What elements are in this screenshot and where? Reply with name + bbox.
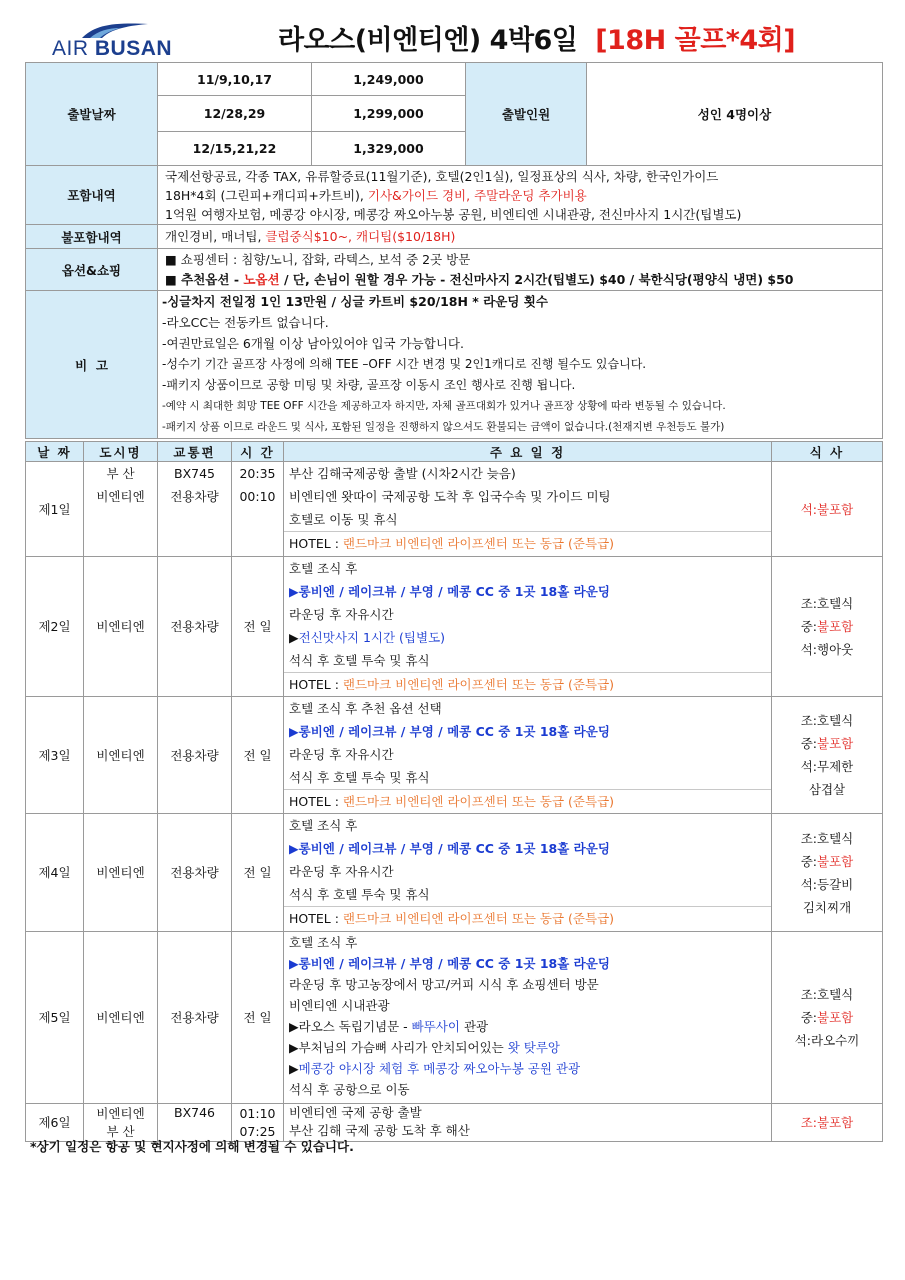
page-title: 라오스(비엔티엔) 4박6일 [18H 골프*4회] [278, 25, 796, 56]
transport: BX746 [158, 1104, 232, 1142]
itinerary: 비엔티엔 국제 공항 출발 부산 김해 국제 공항 도착 후 해산 [284, 1104, 772, 1142]
price-1: 1,249,000 [312, 63, 466, 96]
departure-label: 출발날짜 [26, 63, 158, 166]
hotel-line: HOTEL : 랜드마크 비엔티엔 라이프센터 또는 동급 (준특급) [284, 906, 771, 930]
transport: 전용차량 [158, 814, 232, 932]
day-label: 제1일 [26, 462, 84, 557]
schedule-table [25, 441, 883, 1142]
col-meal: 식 사 [772, 442, 883, 462]
hotel-line: HOTEL : 랜드마크 비엔티엔 라이프센터 또는 동급 (준특급) [284, 531, 771, 555]
includes-label: 포함내역 [26, 166, 158, 225]
date-2: 12/28,29 [158, 96, 312, 132]
time: 01:10 07:25 [232, 1104, 284, 1142]
includes-text: 국제선항공료, 각종 TAX, 유류할증료(11월기준), 호텔(2인1실), 일정표상의 식사, 차량, 한국인가이드 18H*4회 (그린피+캐디피+카트비), 기사&가이드 경비, 주말라운딩 추가비용 1억원 여행자보험, 메콩강 야시장, 메콩강 짜오아누봉 공원, 비엔티엔 시내관광, 전신마사지 1시간(팁별도) [158, 166, 883, 225]
col-city: 도시명 [84, 442, 158, 462]
day-label: 제4일 [26, 814, 84, 932]
col-transport: 교통편 [158, 442, 232, 462]
meal: 조:호텔식 중:불포함 석:등갈비 김치찌개 [772, 814, 883, 932]
itinerary: 호텔 조식 후 ▶롱비엔 / 레이크뷰 / 부영 / 메콩 CC 중 1곳 18홀 라운딩 라운딩 후 자유시간 ▶전신맛사지 1시간 (팁별도) 석식 후 호텔 투숙 및 휴식 HOTEL : 랜드마크 비엔티엔 라이프센터 또는 동급 (준특급) [284, 557, 772, 697]
date-3: 12/15,21,22 [158, 132, 312, 166]
city: 비엔티엔 [84, 814, 158, 932]
meal: 조:호텔식 중:불포함 석:행아웃 [772, 557, 883, 697]
pax-value: 성인 4명이상 [587, 63, 883, 166]
remarks-label: 비 고 [26, 291, 158, 439]
info-table [25, 62, 883, 439]
itinerary: 부산 김해국제공항 출발 (시차2시간 늦음) 비엔티엔 왓따이 국제공항 도착 후 입국수속 및 가이드 미팅 호텔로 이동 및 휴식 HOTEL : 랜드마크 비엔티엔 라이프센터 또는 동급 (준특급) [284, 462, 772, 557]
table-row [26, 557, 883, 697]
title-highlight: [18H 골프*4회] [595, 25, 796, 56]
air-busan-logo [52, 22, 187, 62]
city: 비엔티엔 [84, 697, 158, 814]
time: 전 일 [232, 697, 284, 814]
excludes-label: 불포함내역 [26, 225, 158, 249]
city: 비엔티엔 [84, 557, 158, 697]
page-header [0, 0, 905, 62]
transport: 전용차량 [158, 697, 232, 814]
footnote: *상기 일정은 항공 및 현지사정에 의해 변경될 수 있습니다. [30, 1139, 354, 1154]
date-1: 11/9,10,17 [158, 63, 312, 96]
extra-cost-note: 기사&가이드 경비, 주말라운딩 추가비용 [367, 187, 587, 203]
price-3: 1,329,000 [312, 132, 466, 166]
hotel-line: HOTEL : 랜드마크 비엔티엔 라이프센터 또는 동급 (준특급) [284, 789, 771, 813]
day-label: 제3일 [26, 697, 84, 814]
meal: 석:불포함 [772, 462, 883, 557]
table-row [26, 697, 883, 814]
table-row [26, 462, 883, 557]
itinerary: 호텔 조식 후 추천 옵션 선택 ▶롱비엔 / 레이크뷰 / 부영 / 메콩 CC 중 1곳 18홀 라운딩 라운딩 후 자유시간 석식 후 호텔 투숙 및 휴식 HOTEL : 랜드마크 비엔티엔 라이프센터 또는 동급 (준특급) [284, 697, 772, 814]
transport: 전용차량 [158, 932, 232, 1104]
hotel-line: HOTEL : 랜드마크 비엔티엔 라이프센터 또는 동급 (준특급) [284, 672, 771, 696]
transport: 전용차량 [158, 557, 232, 697]
logo-text: AIR BUSAN [52, 37, 173, 60]
day-label: 제6일 [26, 1104, 84, 1142]
city: 비엔티엔 [84, 932, 158, 1104]
options-label: 옵션&쇼핑 [26, 249, 158, 291]
day-label: 제2일 [26, 557, 84, 697]
city: 부 산 비엔티엔 [84, 462, 158, 557]
time: 전 일 [232, 557, 284, 697]
transport: BX745 전용차량 [158, 462, 232, 557]
col-day: 날 짜 [26, 442, 84, 462]
options-text: ■ 쇼핑센터 : 침향/노니, 잡화, 라텍스, 보석 중 2곳 방문 ■ 추천옵션 - 노옵션 / 단, 손님이 원할 경우 가능 - 전신마사지 2시간(팁별도) $40 / 북한식당(평양식 냉면) $50 [158, 249, 883, 291]
meal: 조:호텔식 중:불포함 석:라오수끼 [772, 932, 883, 1104]
meal: 조:호텔식 중:불포함 석:무제한 삼겹살 [772, 697, 883, 814]
meal: 조:불포함 [772, 1104, 883, 1142]
day-label: 제5일 [26, 932, 84, 1104]
table-row [26, 814, 883, 932]
remarks-text: -싱글차지 전일정 1인 13만원 / 싱글 카트비 $20/18H * 라운딩 횟수 -라오CC는 전동카트 없습니다. -여권만료일은 6개월 이상 남아있어야 입국 가능합니다. -성수기 기간 골프장 사정에 의해 TEE –OFF 시간 변경 및 2인1캐디로 진행 될수도 있습니다. -패키지 상품이므로 공항 미팅 및 차량, 골프장 이동시 조인 행사로 진행 됩니다. -예약 시 최대한 희망 TEE OFF 시간을 제공하고자 하지만, 자체 골프대회가 있거나 골프장 상황에 따라 변동될 수 있습니다. -패키지 상품 이므로 라운드 및 식사, 포함된 일정을 진행하지 않으셔도 환불되는 금액이 없습니다.(천재지변 우천등도 불가) [158, 291, 883, 439]
itinerary: 호텔 조식 후 ▶롱비엔 / 레이크뷰 / 부영 / 메콩 CC 중 1곳 18홀 라운딩 라운딩 후 자유시간 석식 후 호텔 투숙 및 휴식 HOTEL : 랜드마크 비엔티엔 라이프센터 또는 동급 (준특급) [284, 814, 772, 932]
time: 전 일 [232, 932, 284, 1104]
excludes-text: 개인경비, 매너팁, 클럽중식$10~, 캐디팁($10/18H) [158, 225, 883, 249]
col-itinerary: 주 요 일 정 [284, 442, 772, 462]
table-row [26, 932, 883, 1104]
col-time: 시 간 [232, 442, 284, 462]
pax-label: 출발인원 [466, 63, 587, 166]
city: 비엔티엔 부 산 [84, 1104, 158, 1142]
time: 전 일 [232, 814, 284, 932]
table-row [26, 1104, 883, 1142]
itinerary: 호텔 조식 후 ▶롱비엔 / 레이크뷰 / 부영 / 메콩 CC 중 1곳 18홀 라운딩 라운딩 후 망고농장에서 망고/커피 시식 후 쇼핑센터 방문 비엔티엔 시내관광 ▶라오스 독립기념문 - 빠뚜사이 관광 ▶부처님의 가슴뼈 사리가 안치되어있는 왓 탓루앙 ▶메콩강 야시장 체험 후 메콩강 짜오아누봉 공원 관광 석식 후 공항으로 이동 [284, 932, 772, 1104]
price-2: 1,299,000 [312, 96, 466, 132]
time: 20:35 00:10 [232, 462, 284, 557]
